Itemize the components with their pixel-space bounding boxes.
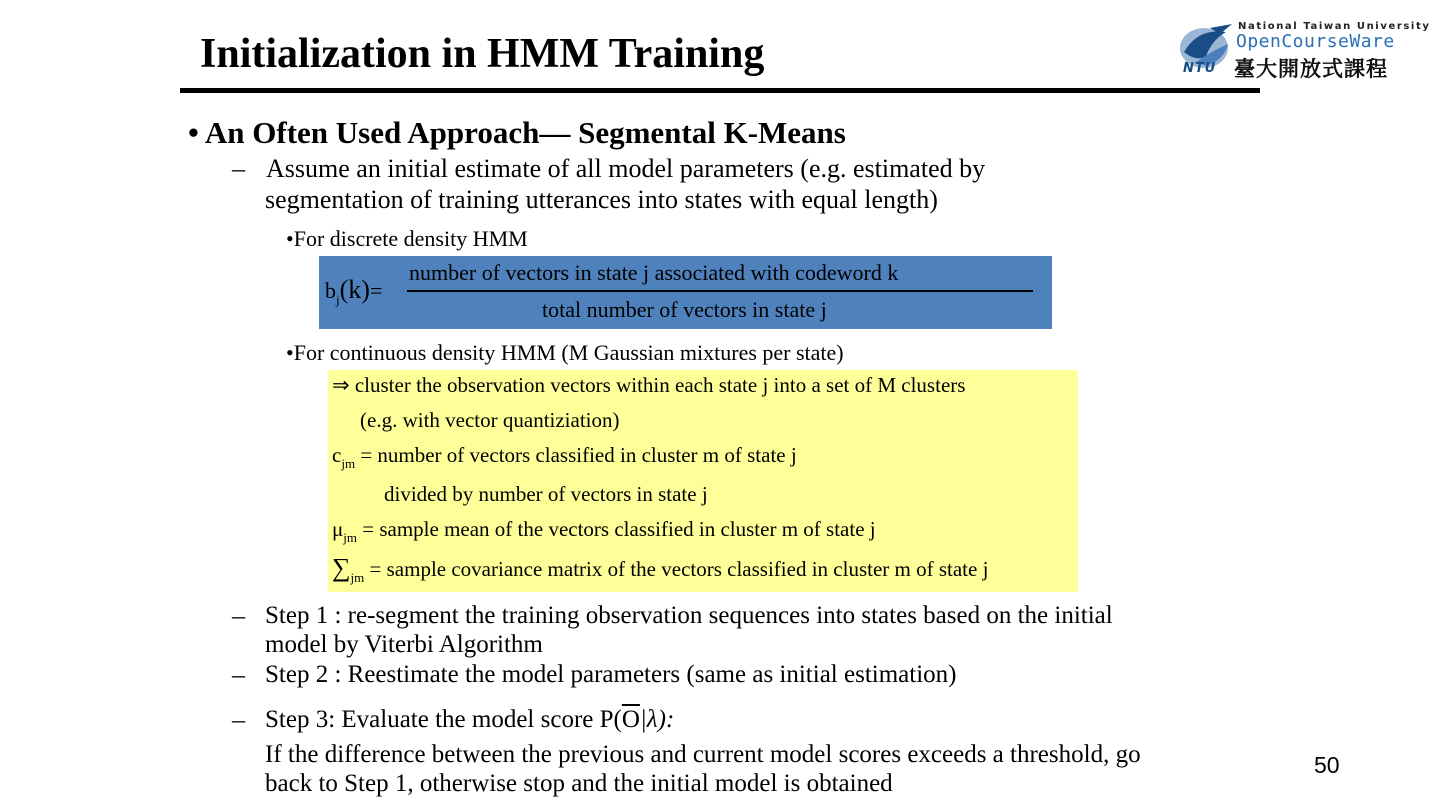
c-definition: = number of vectors classified in cluster m of state j	[355, 443, 797, 467]
sigma-definition: = sample covariance matrix of the vectors classified in cluster m of state j	[364, 557, 989, 581]
discrete-formula-box	[319, 256, 1052, 329]
mu-definition: = sample mean of the vectors classified in cluster m of state j	[357, 517, 876, 541]
c-definition-2: divided by number of vectors in state j	[384, 482, 708, 506]
formula-k: (k)	[339, 275, 370, 304]
continuous-label: •For continuous density HMM (M Gaussian mixtures per state)	[286, 340, 844, 365]
page-number: 50	[1314, 752, 1340, 778]
formula-denominator: total number of vectors in state j	[542, 297, 827, 322]
step3-line-1	[265, 705, 674, 735]
observation-symbol: $\overline{O}$	[621, 706, 640, 733]
sigma-symbol: ∑	[332, 553, 351, 582]
dash-marker: –	[232, 154, 245, 183]
assume-line-1: Assume an initial estimate of all model parameters (e.g. estimated by	[266, 154, 986, 183]
sigma-sub: jm	[350, 570, 365, 585]
vq-line: (e.g. with vector quantiziation)	[360, 408, 620, 432]
step3-suffix: |λ):	[639, 706, 675, 733]
formula-b: b	[325, 278, 336, 303]
assume-line-2: segmentation of training utterances into states with equal length)	[265, 185, 938, 214]
step3-line-3: back to Step 1, otherwise stop and the initial model is obtained	[265, 770, 893, 797]
step1-line-2: model by Viterbi Algorithm	[265, 631, 543, 658]
main-bullet: • An Often Used Approach― Segmental K-Means	[188, 115, 846, 150]
dash-marker: –	[232, 705, 245, 734]
logo-ocw-text: OpenCourseWare	[1236, 31, 1395, 52]
fraction-bar	[407, 290, 1033, 292]
c-symbol: c	[332, 443, 342, 467]
title-rule	[180, 88, 1260, 93]
mu-symbol: μ	[332, 517, 344, 541]
step3-line-2: If the difference between the previous and current model scores exceeds a threshold, go	[265, 741, 1141, 768]
logo-ntu-text: NTU	[1183, 61, 1217, 76]
logo-university-text: National Taiwan University	[1238, 21, 1431, 32]
logo-chinese-text: 臺大開放式課程	[1234, 57, 1388, 81]
mu-sub: jm	[343, 530, 357, 545]
formula-equals: =	[369, 278, 383, 303]
step3-prefix: Step 3: Evaluate the model score P(	[265, 706, 622, 733]
step2-line: Step 2 : Reestimate the model parameters (same as initial estimation)	[265, 661, 957, 688]
slide-title: Initialization in HMM Training	[200, 31, 765, 77]
dash-marker: –	[232, 601, 245, 630]
cluster-line: ⇒ cluster the observation vectors within each state j into a set of M clusters	[332, 373, 966, 397]
formula-numerator: number of vectors in state j associated with codeword k	[409, 260, 899, 285]
formula-b-sub: j	[336, 292, 340, 307]
discrete-label: •For discrete density HMM	[286, 226, 528, 251]
step1-line-1: Step 1 : re-segment the training observation sequences into states based on the initial	[265, 602, 1113, 629]
c-sub: jm	[341, 456, 356, 471]
continuous-formula-box	[328, 370, 1078, 592]
dash-marker: –	[232, 660, 245, 689]
